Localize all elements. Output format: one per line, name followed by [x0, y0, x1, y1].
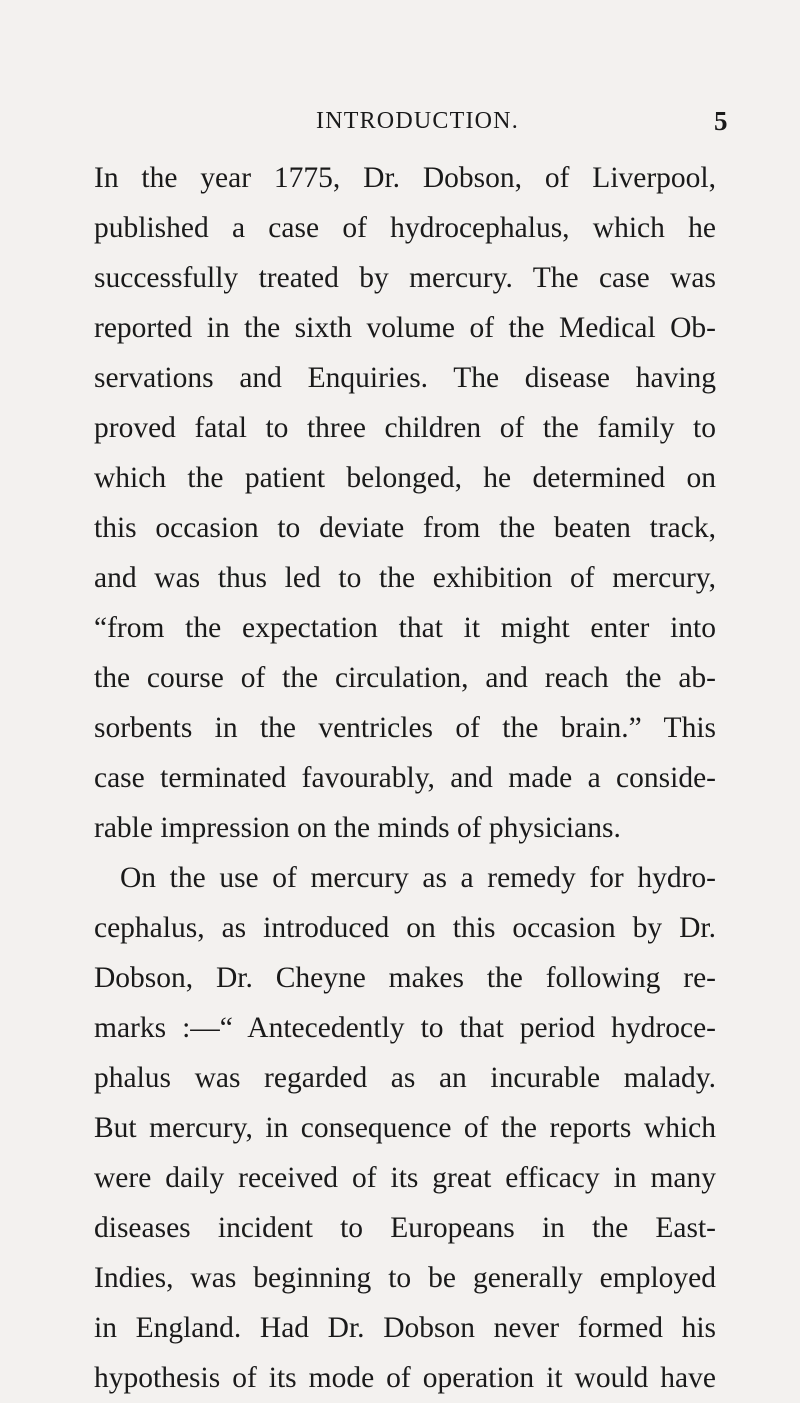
text-line: Dobson, Dr. Cheyne makes the following re-: [94, 962, 716, 994]
text-line: On the use of mercury as a remedy for hydro-: [120, 862, 716, 894]
text-line: phalus was regarded as an incurable malady.: [94, 1062, 716, 1094]
text-line: successfully treated by mercury. The case was: [94, 262, 716, 294]
text-line: published a case of hydrocephalus, which he: [94, 212, 716, 244]
text-line: marks :—“ Antecedently to that period hydroce-: [94, 1012, 716, 1044]
page-number: 5: [714, 106, 728, 136]
text-line: this occasion to deviate from the beaten track,: [94, 512, 716, 544]
text-line: and was thus led to the exhibition of mercury,: [94, 562, 716, 594]
text-line: But mercury, in consequence of the reports which: [94, 1112, 716, 1144]
text-line: “from the expectation that it might enter into: [94, 612, 716, 644]
text-line: the course of the circulation, and reach the ab-: [94, 662, 716, 694]
text-line: sorbents in the ventricles of the brain.” This: [94, 712, 716, 744]
text-line: reported in the sixth volume of the Medical Ob-: [94, 312, 716, 344]
text-line: diseases incident to Europeans in the East-: [94, 1212, 716, 1244]
text-line: Indies, was beginning to be generally employed: [94, 1262, 716, 1294]
text-line: servations and Enquiries. The disease having: [94, 362, 716, 394]
text-line: In the year 1775, Dr. Dobson, of Liverpool,: [94, 162, 716, 194]
text-line: were daily received of its great efficacy in many: [94, 1162, 716, 1194]
text-line: cephalus, as introduced on this occasion by Dr.: [94, 912, 716, 944]
text-line: case terminated favourably, and made a conside-: [94, 762, 716, 794]
text-line: which the patient belonged, he determined on: [94, 462, 716, 494]
running-head: [0, 104, 800, 138]
text-line: hypothesis of its mode of operation it would have: [94, 1362, 716, 1394]
text-line: rable impression on the minds of physicians.: [94, 812, 621, 844]
text-line: proved fatal to three children of the family to: [94, 412, 716, 444]
text-line: in England. Had Dr. Dobson never formed his: [94, 1312, 716, 1344]
running-title: INTRODUCTION.: [316, 108, 519, 134]
